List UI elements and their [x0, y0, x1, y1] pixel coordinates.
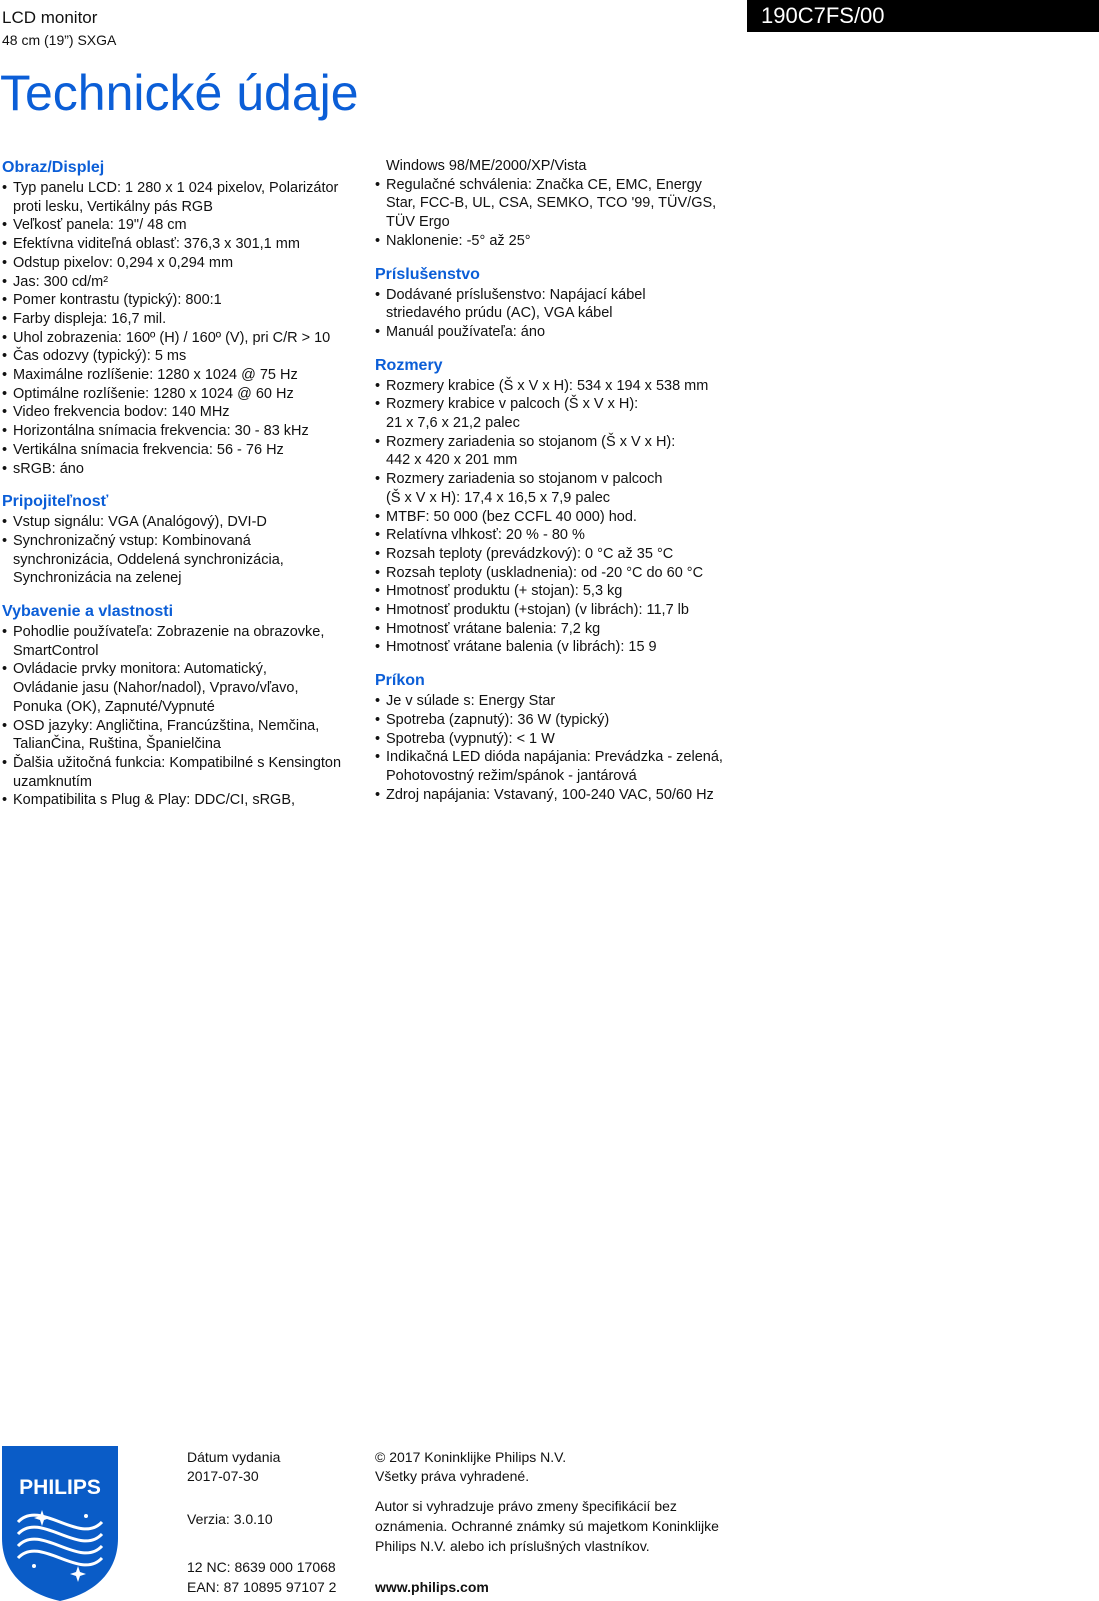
spec-item: • Čas odozvy (typický): 5 ms [2, 347, 362, 366]
section-title: Príslušenstvo [375, 265, 480, 283]
spec-section [375, 355, 745, 658]
spec-item: • Maximálne rozlíšenie: 1280 x 1024 @ 75 Hz [2, 366, 362, 385]
spec-item: • Hmotnosť vrátane balenia (v librách): 15 9 [375, 638, 745, 657]
spec-item: • Efektívna viditeľná oblasť: 376,3 x 301,1 mm [2, 235, 362, 254]
spec-item: • Regulačné schválenia: Značka CE, EMC, Energy Star, FCC-B, UL, CSA, SEMKO, TCO '99, TÜV/GS, TÜV Ergo [375, 176, 745, 232]
spec-item: • Spotreba (zapnutý): 36 W (typický) [375, 711, 745, 730]
spec-item: • Rozmery zariadenia so stojanom (Š x V x H): 442 x 420 x 201 mm [375, 433, 745, 470]
spec-column-right [375, 157, 745, 804]
disclaimer-line-3: Philips N.V. alebo ich príslušných vlastníkov. [375, 1538, 650, 1554]
spec-item: • Typ panelu LCD: 1 280 x 1 024 pixelov, Polarizátor proti lesku, Vertikálny pás RGB [2, 179, 362, 216]
spec-item: • Spotreba (vypnutý): < 1 W [375, 730, 745, 749]
ean-number: EAN: 87 10895 97107 2 [187, 1579, 337, 1595]
spec-item: • Rozmery krabice (Š x V x H): 534 x 194 x 538 mm [375, 377, 745, 396]
spec-item-continuation: Windows 98/ME/2000/XP/Vista [386, 158, 587, 174]
spec-item: • Naklonenie: -5° až 25° [375, 232, 745, 251]
product-type: LCD monitor [2, 8, 98, 27]
product-size: 48 cm (19”) SXGA [2, 32, 117, 48]
spec-item: • Rozmery zariadenia so stojanom v palcoch (Š x V x H): 17,4 x 16,5 x 7,9 palec [375, 470, 745, 507]
spec-item: • Kompatibilita s Plug & Play: DDC/CI, sRGB, [2, 791, 362, 810]
spec-item: • Rozmery krabice v palcoch (Š x V x H): 21 x 7,6 x 21,2 palec [375, 395, 745, 432]
logo-wordmark: PHILIPS [19, 1476, 101, 1499]
spec-list [2, 623, 362, 810]
section-title: Príkon [375, 672, 425, 690]
spec-item: • Farby displeja: 16,7 mil. [2, 310, 362, 329]
spec-item: • Pohodlie používateľa: Zobrazenie na obrazovke, SmartControl [2, 623, 362, 660]
spec-item: • sRGB: áno [2, 460, 362, 479]
spec-section [375, 264, 745, 342]
model-badge: 190C7FS/00 [747, 0, 1099, 32]
issue-date: 2017-07-30 [187, 1468, 259, 1484]
philips-logo [0, 1446, 120, 1601]
spec-item: • Indikačná LED dióda napájania: Prevádzka - zelená, Pohotovostný režim/spánok - jantárová [375, 748, 745, 785]
spec-item: • Jas: 300 cd/m² [2, 273, 362, 292]
spec-item: • Hmotnosť produktu (+ stojan): 5,3 kg [375, 582, 745, 601]
section-title: Vybavenie a vlastnosti [2, 603, 174, 621]
spec-item: • Manuál používateľa: áno [375, 323, 745, 342]
spec-item: • Dodávané príslušenstvo: Napájací kábel striedavého prúdu (AC), VGA kábel [375, 286, 745, 323]
spec-item: • Zdroj napájania: Vstavaný, 100-240 VAC, 50/60 Hz [375, 786, 745, 805]
spec-item: • Hmotnosť produktu (+stojan) (v librách): 11,7 lb [375, 601, 745, 620]
disclaimer-line-1: Autor si vyhradzuje právo zmeny špecifikácií bez [375, 1498, 677, 1514]
spec-item: • Rozsah teploty (uskladnenia): od -20 °C do 60 °C [375, 564, 745, 583]
spec-item: • Ovládacie prvky monitora: Automatický, Ovládanie jasu (Nahor/nadol), Vpravo/vľavo, Ponuka (OK), Zapnuté/Vypnuté [2, 660, 362, 716]
spec-item: • Rozsah teploty (prevádzkový): 0 °C až 35 °C [375, 545, 745, 564]
spec-item: • Pomer kontrastu (typický): 800:1 [2, 291, 362, 310]
spec-list [2, 513, 362, 588]
website-link[interactable]: www.philips.com [375, 1579, 489, 1595]
spec-item: • Synchronizačný vstup: Kombinovaná synchronizácia, Oddelená synchronizácia, Synchronizácia na zelenej [2, 532, 362, 588]
spec-item: • Video frekvencia bodov: 140 MHz [2, 403, 362, 422]
version: Verzia: 3.0.10 [187, 1511, 273, 1527]
spec-section [375, 157, 745, 251]
spec-item: • Veľkosť panela: 19"/ 48 cm [2, 216, 362, 235]
spec-section [375, 670, 745, 804]
spec-item: • MTBF: 50 000 (bez CCFL 40 000) hod. [375, 508, 745, 527]
rights-reserved: Všetky práva vyhradené. [375, 1468, 530, 1484]
spec-list [2, 179, 362, 478]
spec-list [375, 286, 745, 342]
spec-item: • Relatívna vlhkosť: 20 % - 80 % [375, 526, 745, 545]
issue-date-label: Dátum vydania [187, 1449, 281, 1465]
spec-item: • Odstup pixelov: 0,294 x 0,294 mm [2, 254, 362, 273]
section-title: Pripojiteľnosť [2, 493, 109, 511]
spec-item: • Vertikálna snímacia frekvencia: 56 - 76 Hz [2, 441, 362, 460]
spec-section [2, 601, 362, 810]
spec-list [375, 157, 745, 251]
spec-item: • Optimálne rozlíšenie: 1280 x 1024 @ 60 Hz [2, 385, 362, 404]
spec-section [2, 157, 362, 478]
spec-list [375, 377, 745, 658]
disclaimer-line-2: oznámenia. Ochranné známky sú majetkom Koninklijke [375, 1518, 719, 1534]
nc-number: 12 NC: 8639 000 17068 [187, 1559, 336, 1575]
spec-item: • Je v súlade s: Energy Star [375, 692, 745, 711]
spec-item: • Hmotnosť vrátane balenia: 7,2 kg [375, 620, 745, 639]
page-title: Technické údaje [0, 65, 359, 121]
spec-list [375, 692, 745, 804]
section-title: Obraz/Displej [2, 159, 105, 176]
copyright: © 2017 Koninklijke Philips N.V. [375, 1449, 567, 1465]
spec-item: • Horizontálna snímacia frekvencia: 30 - 83 kHz [2, 422, 362, 441]
spec-section [2, 491, 362, 588]
spec-column-left [2, 157, 362, 810]
spec-item: • OSD jazyky: Angličtina, Francúzština, Nemčina, TalianČina, Ruština, Španielčina [2, 717, 362, 754]
spec-item: • Vstup signálu: VGA (Analógový), DVI-D [2, 513, 362, 532]
spec-item: • Ďalšia užitočná funkcia: Kompatibilné s Kensington uzamknutím [2, 754, 362, 791]
section-title: Rozmery [375, 356, 443, 374]
spec-item: • Uhol zobrazenia: 160º (H) / 160º (V), pri C/R > 10 [2, 329, 362, 348]
